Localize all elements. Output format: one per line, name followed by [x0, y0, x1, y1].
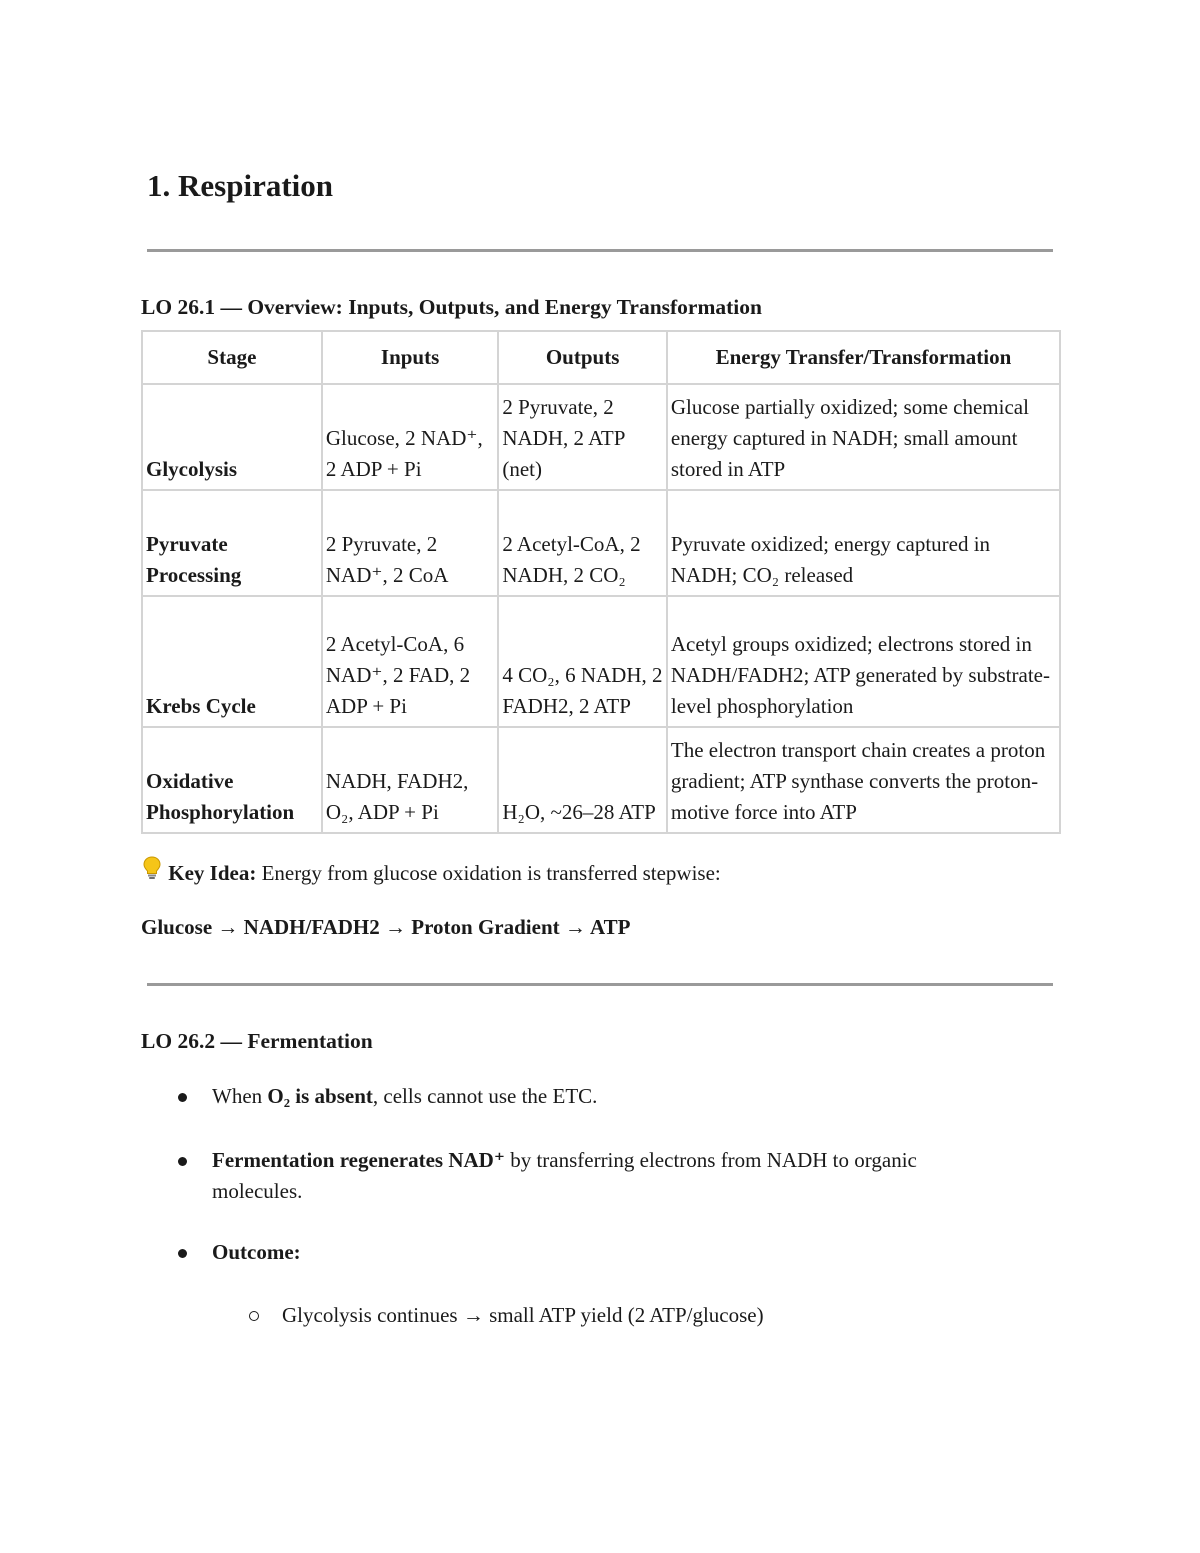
bullet-bold-text: O₂ is absent — [267, 1084, 373, 1108]
table-header-row — [142, 331, 1060, 384]
section-heading-lo-26-2: LO 26.2 — Fermentation — [141, 1029, 373, 1053]
column-header-stage: Stage — [142, 331, 322, 384]
column-header-outputs: Outputs — [498, 331, 667, 384]
bullet-text: , cells cannot use the ETC. — [372, 1084, 598, 1108]
inputs-cell: 2 Acetyl-CoA, 6 NAD⁺, 2 FAD, 2 ADP + Pi — [322, 596, 498, 727]
energy-cell: Glucose partially oxidized; some chemical energy captured in NADH; small amount stored in ATP — [667, 384, 1060, 490]
inputs-cell: NADH, FADH2, O₂, ADP + Pi — [322, 727, 498, 833]
energy-cell: Pyruvate oxidized; energy captured in NADH; CO₂ released — [667, 490, 1060, 596]
bullet-bold-text: Fermentation regenerates NAD⁺ — [212, 1148, 505, 1172]
key-idea-text: Energy from glucose oxidation is transferred stepwise: — [256, 861, 721, 885]
list-item — [212, 1237, 1012, 1268]
energy-cell: The electron transport chain creates a proton gradient; ATP synthase converts the proton-motive force into ATP — [667, 727, 1060, 833]
bullet-dot-icon — [178, 1157, 187, 1166]
list-item — [212, 1081, 1012, 1112]
sub-bullet-text: Glycolysis continues → small ATP yield (2 ATP/glucose) — [282, 1303, 764, 1327]
stage-cell: Pyruvate Processing — [142, 490, 322, 596]
stage-cell: Glycolysis — [142, 384, 322, 490]
horizontal-divider — [147, 249, 1053, 252]
bullet-dot-icon — [178, 1093, 187, 1102]
bullet-circle-icon — [249, 1311, 259, 1321]
stage-cell: Krebs Cycle — [142, 596, 322, 727]
lightbulb-icon — [141, 856, 163, 889]
table-row — [142, 596, 1060, 727]
bullet-dot-icon — [178, 1249, 187, 1258]
section-heading-lo-26-1: LO 26.1 — Overview: Inputs, Outputs, and Energy Transformation — [141, 295, 762, 319]
stage-cell: Oxidative Phosphorylation — [142, 727, 322, 833]
column-header-inputs: Inputs — [322, 331, 498, 384]
outputs-cell: 2 Acetyl-CoA, 2 NADH, 2 CO₂ — [498, 490, 667, 596]
page-title: 1. Respiration — [147, 168, 333, 203]
table-row — [142, 727, 1060, 833]
bullet-text: When — [212, 1084, 268, 1108]
sub-list-item — [282, 1300, 1042, 1331]
inputs-cell: 2 Pyruvate, 2 NAD⁺, 2 CoA — [322, 490, 498, 596]
outputs-cell: H₂O, ~26–28 ATP — [498, 727, 667, 833]
energy-flow-summary: Glucose → NADH/FADH2 → Proton Gradient → ATP — [141, 915, 631, 939]
respiration-overview-table — [141, 330, 1061, 834]
bullet-bold-text: Outcome: — [212, 1240, 301, 1264]
horizontal-divider — [147, 983, 1053, 986]
list-item — [212, 1145, 1012, 1207]
inputs-cell: Glucose, 2 NAD⁺, 2 ADP + Pi — [322, 384, 498, 490]
table-row — [142, 490, 1060, 596]
key-idea-paragraph — [141, 856, 721, 889]
key-idea-label: Key Idea: — [168, 861, 257, 885]
column-header-energy: Energy Transfer/Transformation — [667, 331, 1060, 384]
energy-cell: Acetyl groups oxidized; electrons stored in NADH/FADH2; ATP generated by substrate-level phosphorylation — [667, 596, 1060, 727]
bullet-text: by transferring electrons from NADH to organic molecules. — [212, 1148, 917, 1203]
outputs-cell: 2 Pyruvate, 2 NADH, 2 ATP (net) — [498, 384, 667, 490]
outputs-cell: 4 CO₂, 6 NADH, 2 FADH2, 2 ATP — [498, 596, 667, 727]
table-row — [142, 384, 1060, 490]
